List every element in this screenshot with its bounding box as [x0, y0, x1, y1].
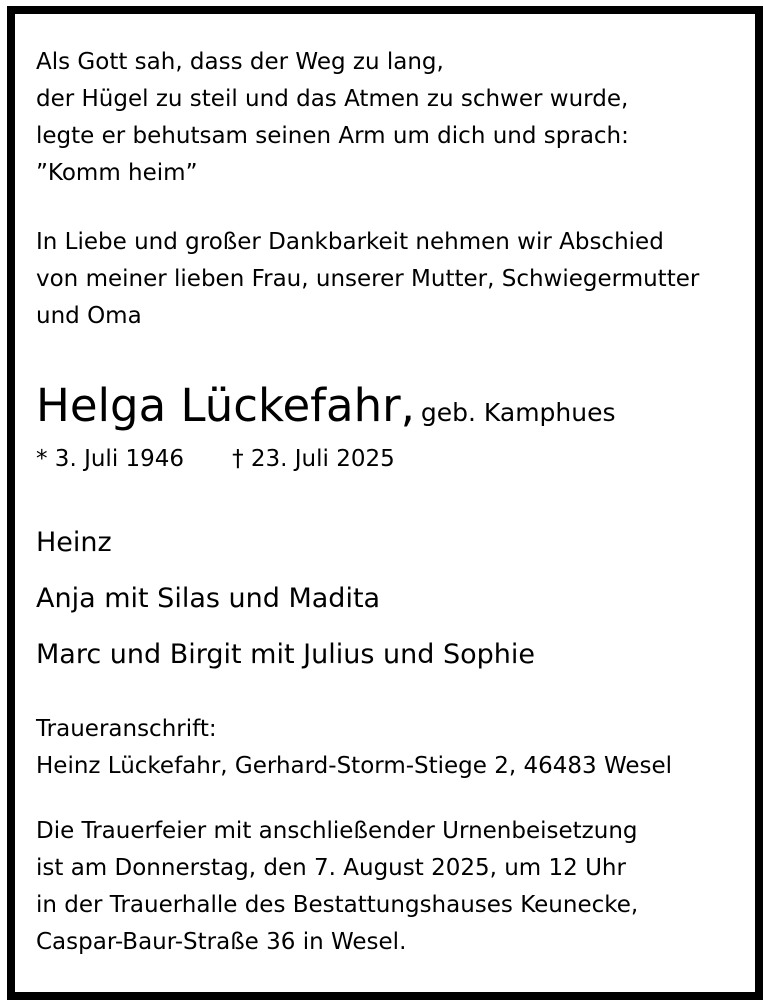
life-dates — [36, 439, 746, 479]
mourner-line: Anja mit Silas und Madita — [36, 583, 381, 614]
ceremony-line: ist am Donnerstag, den 7. August 2025, um 12 Uhr — [36, 855, 626, 881]
ceremony-line: Die Trauerfeier mit anschließender Urnenbeisetzung — [36, 818, 638, 844]
address-label: Traueranschrift: — [36, 716, 217, 742]
mourning-address — [36, 711, 746, 785]
ceremony-line: in der Trauerhalle des Bestattungshauses Keunecke, — [36, 892, 639, 918]
poem-line: Als Gott sah, dass der Weg zu lang, — [36, 49, 444, 75]
deceased-name-line — [36, 373, 746, 439]
deceased-name: Helga Lückefahr, — [36, 379, 415, 432]
intro-line: von meiner lieben Frau, unserer Mutter, Schwiegermutter — [36, 266, 700, 292]
mourner-line: Heinz — [36, 527, 112, 558]
intro-text — [36, 224, 746, 335]
maiden-name: geb. Kamphues — [420, 398, 616, 427]
poem-line: ”Komm heim” — [36, 160, 198, 186]
poem — [36, 44, 746, 192]
obituary-notice — [7, 6, 763, 1000]
poem-line: der Hügel zu steil und das Atmen zu schwer wurde, — [36, 86, 629, 112]
birth-date: * 3. Juli 1946 — [36, 446, 185, 472]
notice-content — [36, 44, 746, 961]
mourner-line: Marc und Birgit mit Julius und Sophie — [36, 639, 535, 670]
ceremony-info — [36, 813, 746, 961]
intro-line: und Oma — [36, 303, 142, 329]
address-text: Heinz Lückefahr, Gerhard-Storm-Stiege 2, 46483 Wesel — [36, 753, 673, 779]
intro-line: In Liebe und großer Dankbarkeit nehmen wir Abschied — [36, 229, 664, 255]
ceremony-line: Caspar-Baur-Straße 36 in Wesel. — [36, 929, 407, 955]
poem-line: legte er behutsam seinen Arm um dich und sprach: — [36, 123, 629, 149]
death-date: † 23. Juli 2025 — [232, 446, 395, 472]
mourners-list — [36, 515, 746, 683]
